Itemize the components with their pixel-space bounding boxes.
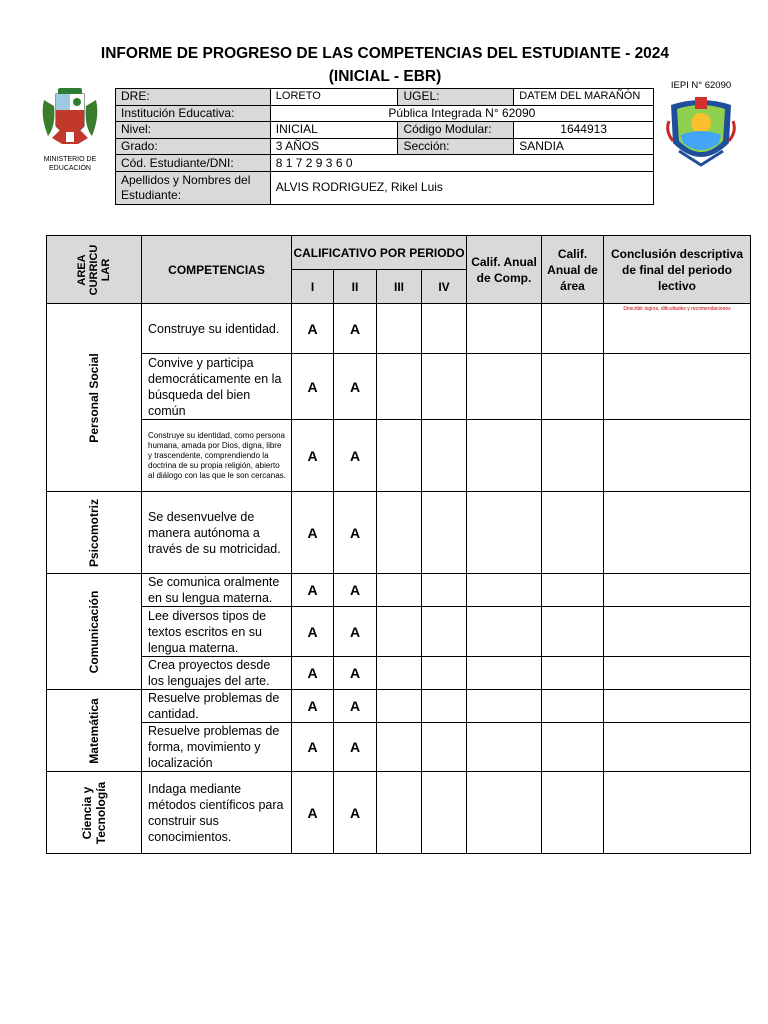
grade-p2: A	[334, 723, 377, 772]
student-info-table	[115, 88, 654, 205]
area-ciencia-l2: Tecnología	[94, 781, 108, 844]
area-header-l1: AREA	[76, 253, 88, 286]
grade-p2: A	[334, 772, 377, 854]
table-row	[47, 772, 751, 854]
table-row	[47, 354, 751, 420]
grade-p2: A	[334, 304, 377, 354]
ie-label: Institución Educativa:	[116, 105, 271, 122]
competencies-table	[46, 235, 751, 854]
codmod-label: Código Modular:	[398, 122, 514, 139]
area-psicomotriz	[47, 492, 142, 574]
competency-cell: Crea proyectos desde los lenguajes del arte.	[142, 657, 292, 690]
grade-p1: A	[292, 772, 334, 854]
dni-value: 8 1 7 2 9 3 6 0	[270, 155, 653, 172]
area-ciencia	[47, 772, 142, 854]
ie-value: Pública Integrada N° 62090	[270, 105, 653, 122]
grade-p1: A	[292, 657, 334, 690]
calif-periodo-header: CALIFICATIVO POR PERIODO	[292, 236, 467, 270]
dni-label: Cód. Estudiante/DNI:	[116, 155, 271, 172]
anual-area-cell	[542, 304, 604, 354]
area-header-l2: CURRICU	[88, 244, 100, 295]
table-row	[47, 723, 751, 772]
ministry-caption: MINISTERIO DE EDUCACIÓN	[43, 156, 97, 172]
grade-p1: A	[292, 723, 334, 772]
ugel-value: DATEM DEL MARAÑÓN	[514, 89, 654, 106]
grade-p1: A	[292, 607, 334, 657]
dre-label: DRE:	[116, 89, 271, 106]
table-row	[47, 690, 751, 723]
dre-value: LORETO	[270, 89, 398, 106]
report-title: INFORME DE PROGRESO DE LAS COMPETENCIAS DEL ESTUDIANTE - 2024	[100, 45, 670, 62]
grado-value: 3 AÑOS	[270, 138, 398, 155]
area-personal-social	[47, 304, 142, 492]
anual-comp-cell	[467, 304, 542, 354]
table-row	[47, 657, 751, 690]
area-personal-label: Personal Social	[87, 352, 101, 443]
area-comu-label: Comunicación	[87, 590, 101, 673]
table-row	[47, 420, 751, 492]
grade-p1: A	[292, 574, 334, 607]
table-row	[47, 492, 751, 574]
nivel-value: INICIAL	[270, 122, 398, 139]
area-mate-label: Matemática	[87, 697, 101, 764]
area-comunicacion	[47, 574, 142, 690]
peru-coat-of-arms-icon	[38, 86, 102, 148]
area-ciencia-label	[80, 781, 108, 843]
ministry-logo	[36, 86, 104, 174]
period-1-header: I	[292, 270, 334, 304]
grade-p2: A	[334, 420, 377, 492]
nombre-value: ALVIS RODRIGUEZ, Rikel Luis	[270, 171, 653, 204]
grade-p4	[422, 304, 467, 354]
conclusion-note: Describir logros, dificultades y recomendaciones	[604, 304, 751, 354]
grade-p1: A	[292, 420, 334, 492]
competency-cell: Se comunica oralmente en su lengua materna.	[142, 574, 292, 607]
competency-cell: Resuelve problemas de forma, movimiento y localización	[142, 723, 292, 772]
competencies-header: COMPETENCIAS	[142, 236, 292, 304]
competency-cell: Lee diversos tipos de textos escritos en su lengua materna.	[142, 607, 292, 657]
seccion-value: SANDIA	[514, 138, 654, 155]
anual-area-header: Calif. Anual de área	[542, 236, 604, 304]
table-row	[47, 574, 751, 607]
period-4-header: IV	[422, 270, 467, 304]
competency-cell: Construye su identidad.	[142, 304, 292, 354]
grade-p3	[377, 304, 422, 354]
codmod-value: 1644913	[514, 122, 654, 139]
grade-p1: A	[292, 354, 334, 420]
grade-p2: A	[334, 690, 377, 723]
conclusion-header: Conclusión descriptiva de final del periodo lectivo	[604, 236, 751, 304]
ugel-label: UGEL:	[398, 89, 514, 106]
competency-cell: Indaga mediante métodos científicos para construir sus conocimientos.	[142, 772, 292, 854]
competency-cell: Convive y participa democráticamente en la búsqueda del bien común	[142, 354, 292, 420]
area-header	[47, 236, 142, 304]
table-row	[47, 304, 751, 354]
period-2-header: II	[334, 270, 377, 304]
seccion-label: Sección:	[398, 138, 514, 155]
grade-p2: A	[334, 492, 377, 574]
nombre-label: Apellidos y Nombres del Estudiante:	[116, 171, 271, 204]
area-psico-label: Psicomotriz	[87, 498, 101, 567]
table-row	[47, 607, 751, 657]
grade-p1: A	[292, 690, 334, 723]
school-shield-icon	[665, 91, 737, 171]
competency-cell: Se desenvuelve de manera autónoma a través de su motricidad.	[142, 492, 292, 574]
grade-p1: A	[292, 492, 334, 574]
grade-p1: A	[292, 304, 334, 354]
anual-comp-header: Calif. Anual de Comp.	[467, 236, 542, 304]
school-logo-caption: IEPI N° 62090	[670, 80, 732, 91]
area-header-l3: LAR	[100, 258, 112, 281]
grade-p2: A	[334, 657, 377, 690]
competency-cell: Resuelve problemas de cantidad.	[142, 690, 292, 723]
school-logo	[665, 80, 737, 176]
nivel-label: Nivel:	[116, 122, 271, 139]
period-3-header: III	[377, 270, 422, 304]
grade-p2: A	[334, 574, 377, 607]
report-subtitle: (INICIAL - EBR)	[328, 68, 442, 85]
area-ciencia-l1: Ciencia y	[80, 786, 94, 839]
area-matematica	[47, 690, 142, 772]
grade-p2: A	[334, 607, 377, 657]
grado-label: Grado:	[116, 138, 271, 155]
grade-p2: A	[334, 354, 377, 420]
competency-cell: Construye su identidad, como persona humana, amada por Dios, digna, libre y trascendente, comprendiendo la doctrina de su propia religión, abierto al diálogo con las que le son cercanas.	[142, 420, 292, 492]
